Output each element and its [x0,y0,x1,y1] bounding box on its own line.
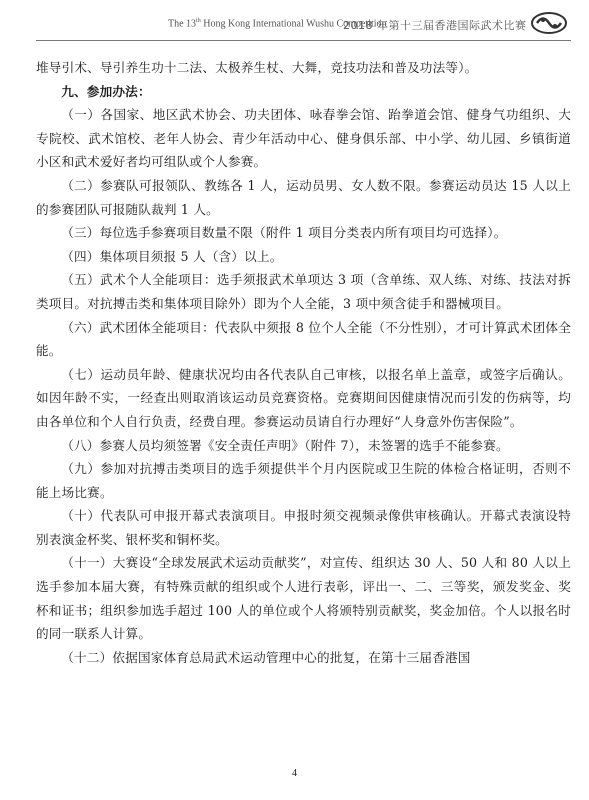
item-paragraph: （一）各国家、地区武术协会、功夫团体、咏春拳会馆、跆拳道会馆、健身气功组织、大专院校、武术馆校、老年人协会、青少年活动中心、健身俱乐部、中小学、幼儿园、乡镇街道小区和武术爱好者均可组队或个人参赛。 [36,107,571,170]
continuation-paragraph: 堆导引术、导引养生功十二法、太极养生杖、大舞，竞技功法和普及功法等）。 [36,60,478,75]
page-number: 4 [292,768,297,779]
item-paragraph: （七）运动员年龄、健康状况均由各代表队自己审核，以报名单上盖章，或签字后确认。如因年龄不实，一经查出则取消该运动员竞赛资格。竞赛期间因健康情况而引发的伤病等，均由各单位和个人自行负责，经费自理。参赛运动员请自行办理好“人身意外伤害保险”。 [36,366,571,429]
competition-logo-icon [530,11,568,35]
item-paragraph: （三）每位选手参赛项目数量不限（附件 1 项目分类表内所有项目均可选择）。 [61,225,507,241]
page-header [0,0,589,44]
item-paragraph: （十二）依据国家体育总局武术运动管理中心的批复，在第十三届香港国 [61,649,471,665]
item-paragraph: （六）武术团体全能项目：代表队中须报 8 位个人全能（不分性别），才可计算武术团体全能。 [36,319,571,359]
header-divider [36,40,571,41]
item-paragraph: （五）武术个人全能项目：选手须报武术单项达 3 项（含单练、双人练、对练、技法对拆类项目。对抗搏击类和集体项目除外）即为个人全能，3 项中须含徒手和器械项目。 [36,272,571,311]
document-body [36,56,571,669]
item-paragraph: （四）集体项目须报 5 人（含）以上。 [61,248,283,264]
item-paragraph: （二）参赛队可报领队、教练各 1 人，运动员男、女人数不限。参赛运动员达 15 人以上的参赛团队可报随队裁判 1 人。 [36,177,571,217]
header-title-en: The 13th Hong Kong International Wushu Competition [168,18,387,30]
item-paragraph: （十一）大赛设“全球发展武术运动贡献奖”，对宣传、组织达 30 人、50 人和 80 人以上选手参加本届大赛，有特殊贡献的组织或个人进行表彰，评出一、二、三等奖，颁发奖金、奖杯和证书；组织参加选手超过 100 人的单位或个人将颁特别贡献奖，奖金加倍。个人以报名时的同一联系人计算。 [36,555,571,642]
item-paragraph: （十）代表队可申报开幕式表演项目。申报时须交视频录像供审核确认。开幕式表演设特别表演金杯奖、银杯奖和铜杯奖。 [36,508,571,547]
header-title-cn: 2018 年第十三届香港国际武术比赛 [343,19,527,32]
item-paragraph: （九）参加对抗搏击类项目的选手须提供半个月内医院或卫生院的体检合格证明，否则不能上场比赛。 [36,461,571,500]
item-paragraph: （八）参赛人员均须签署《安全责任声明》（附件 7），未签署的选手不能参赛。 [61,437,509,453]
section-title: 九、参加办法： [61,83,151,99]
